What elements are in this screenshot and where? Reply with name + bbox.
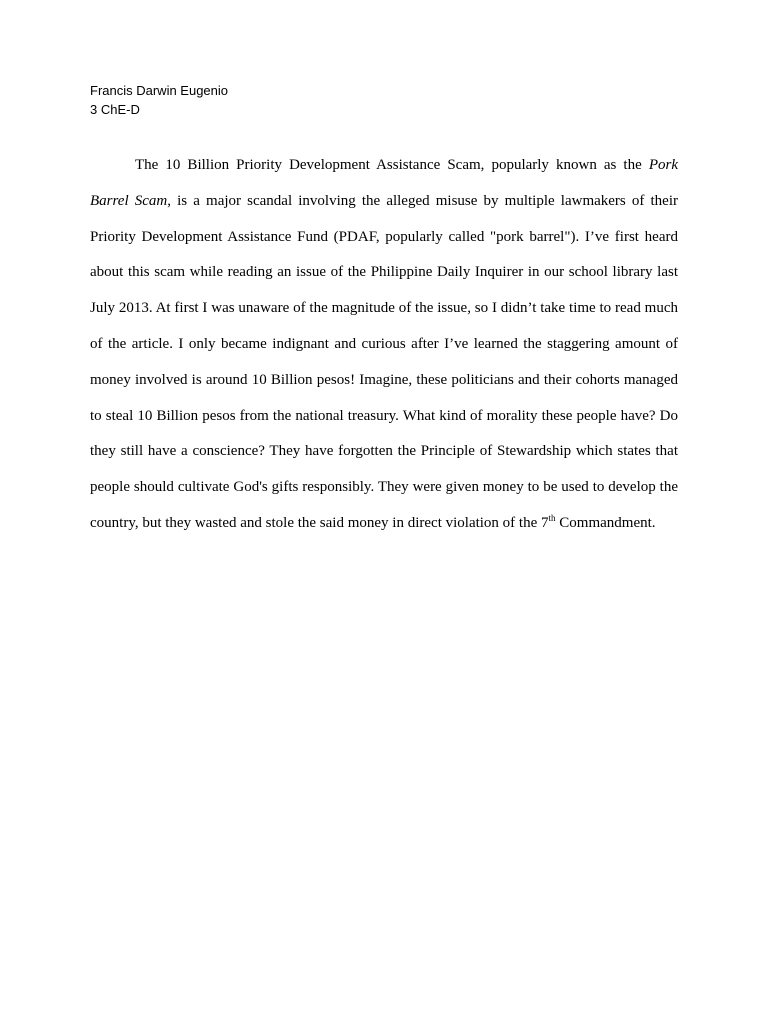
author-name: Francis Darwin Eugenio [90,83,229,98]
essay-text-part-2: , is a major scandal involving the alleged misuse by multiple lawmakers of their Priority Development Assistance Fund (PDAF, popularly called "pork barrel"). I’ve first heard about this scam while reading an issue of the Philippine Daily Inquirer in our school library last July 2013. At first I was unaware of the magnitude of the issue, so I didn’t take time to read much of the article. I only became indignant and curious after I’ve learned the staggering amount of money involved is around 10 Billion pesos! Imagine, these politicians and their cohorts managed to steal 10 Billion pesos from the national treasury. What kind of morality these people have? Do they still have a conscience? They have forgotten the Principle of Stewardship which states that people should cultivate God's gifts responsibly. They were given money to be used to develop the country, but they wasted and stole the said money in direct violation of the 7 [90,192,678,531]
essay-paragraph [90,148,678,542]
essay-text-part-3: Commandment. [555,514,656,531]
document-header [90,81,228,119]
ordinal-superscript: th [548,512,556,523]
class-section: 3 ChE-D [90,102,140,117]
essay-italic-term: Pork Barrel Scam [90,157,678,209]
essay-text-part-1: The 10 Billion Priority Development Assistance Scam, popularly known as the [135,157,649,173]
